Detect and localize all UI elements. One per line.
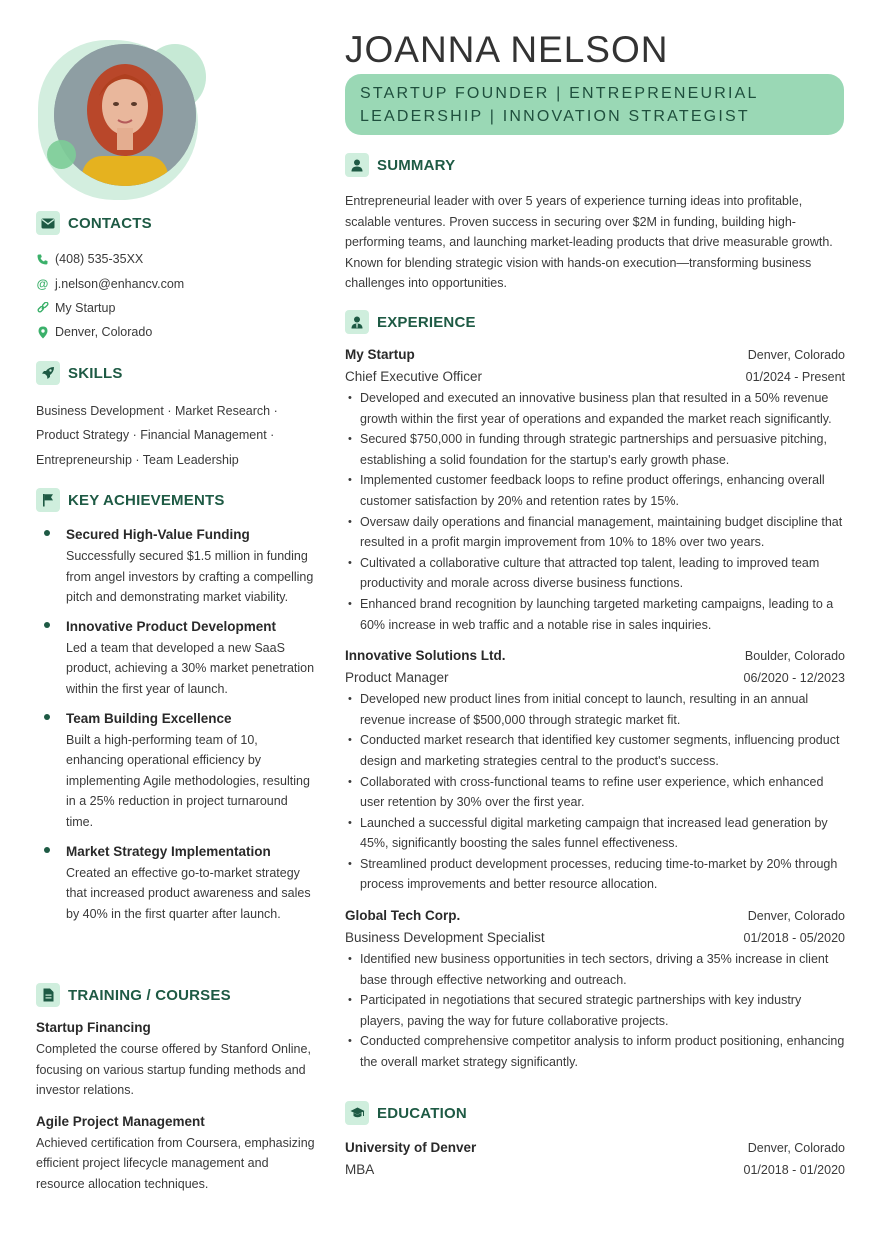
- job-subheader: [345, 927, 845, 949]
- education-header-row: [345, 1137, 845, 1159]
- achievements-section: [36, 488, 318, 932]
- contact-text: (408) 535-35XX: [55, 252, 144, 267]
- profile-photo-area: [36, 28, 216, 203]
- achievements-list: [36, 524, 318, 924]
- training-section: [36, 983, 318, 1195]
- at-icon: @: [36, 276, 49, 291]
- job-role: Product Manager: [345, 670, 449, 686]
- education-title: EDUCATION: [377, 1104, 467, 1122]
- job-bullets: [345, 949, 845, 1073]
- achievement-title: Innovative Product Development: [66, 618, 277, 634]
- skills-line: Product Strategy · Financial Management ·: [36, 428, 275, 443]
- job-company: My Startup: [345, 347, 415, 362]
- job-bullet: • Developed new product lines from initial concept to launch, resulting in an annual revenue increase of $500,000 through strategic market fit.: [345, 689, 845, 730]
- job-location: Denver, Colorado: [747, 348, 845, 362]
- training-title: TRAINING / COURSES: [68, 986, 231, 1004]
- person-icon: [345, 153, 369, 177]
- link-icon: [36, 302, 49, 314]
- job-bullet: • Developed and executed an innovative business plan that resulted in a 50% revenue growth within the first year of operations and expanded the market reach significantly.: [345, 388, 845, 429]
- experience-section: [345, 310, 845, 1073]
- job-role: Chief Executive Officer: [345, 369, 483, 384]
- job-location: Boulder, Colorado: [744, 649, 845, 664]
- achievements-header: [36, 488, 318, 512]
- skills-title: SKILLS: [68, 364, 123, 382]
- job-entry: [345, 645, 845, 895]
- job-dates: 01/2024 - Present: [745, 370, 845, 384]
- headline-banner: [345, 74, 844, 135]
- job-entry: [345, 344, 845, 635]
- candidate-name: JOANNA NELSON: [345, 29, 669, 70]
- avatar: [54, 44, 196, 186]
- job-bullet: • Participated in negotiations that secured strategic partnerships with key industry players, paving the way for future collaborative projects.: [345, 990, 845, 1031]
- job-bullet: • Launched a successful digital marketing campaign that increased lead generation by 45%, significantly boosting the sales funnel effectiveness.: [345, 813, 845, 854]
- achievement-desc: Created an effective go-to-market strategy that increased product awareness and sales by 40% in the first quarter after launch.: [66, 865, 311, 921]
- rocket-icon: [36, 361, 60, 385]
- achievement-item: [36, 708, 318, 833]
- headline-text: STARTUP FOUNDER | ENTREPRENEURIAL LEADERSHIP | INNOVATION STRATEGIST: [360, 85, 758, 125]
- job-bullet: • Identified new business opportunities in tech sectors, driving a 35% increase in client base through effective networking and outreach.: [345, 949, 845, 990]
- course-title: Agile Project Management: [36, 1113, 205, 1129]
- skills-list: [36, 399, 318, 472]
- achievement-title: Market Strategy Implementation: [66, 843, 271, 859]
- achievements-title: KEY ACHIEVEMENTS: [68, 491, 225, 509]
- education-location: Denver, Colorado: [747, 1141, 845, 1155]
- contact-email[interactable]: [36, 271, 318, 295]
- job-bullet: • Streamlined product development processes, reducing time-to-market by 20% through process improvements and better resource allocation.: [345, 854, 845, 895]
- achievement-desc: Successfully secured $1.5 million in funding from angel investors by crafting a compelling pitch and demonstrating market viability.: [66, 549, 314, 605]
- contact-text: Denver, Colorado: [55, 325, 153, 340]
- achievement-desc: Built a high-performing team of 10, enhancing operational efficiency by implementing Agile methodologies, resulting in a 25% reduction in project turnaround time.: [66, 732, 310, 829]
- job-subheader: [345, 366, 845, 388]
- job-subheader: [345, 667, 845, 689]
- graduation-cap-icon: [345, 1101, 369, 1125]
- education-degree: MBA: [345, 1162, 375, 1177]
- education-entry: [345, 1137, 845, 1181]
- summary-section: [345, 153, 845, 294]
- job-company: Global Tech Corp.: [345, 908, 461, 924]
- document-icon: [36, 983, 60, 1007]
- job-company: Innovative Solutions Ltd.: [345, 648, 506, 664]
- job-dates: 01/2018 - 05/2020: [743, 931, 845, 946]
- achievement-title: Team Building Excellence: [66, 710, 232, 726]
- course-desc: Achieved certification from Coursera, emphasizing efficient project lifecycle management and resource allocation techniques.: [36, 1135, 315, 1191]
- course-item: [36, 1111, 318, 1195]
- job-role: Business Development Specialist: [345, 930, 545, 946]
- contact-phone[interactable]: [36, 247, 318, 271]
- education-subheader: [345, 1159, 845, 1181]
- flag-icon: [36, 488, 60, 512]
- contact-list: [36, 247, 318, 345]
- job-header: [345, 905, 845, 927]
- achievement-item: [36, 616, 318, 700]
- contact-text: j.nelson@enhancv.com: [55, 276, 185, 291]
- skills-header: [36, 361, 318, 385]
- contact-location: [36, 320, 318, 344]
- job-location: Denver, Colorado: [747, 909, 845, 924]
- job-header: [345, 344, 845, 366]
- education-school: University of Denver: [345, 1140, 477, 1155]
- job-bullet: • Implemented customer feedback loops to refine product offerings, enhancing overall customer satisfaction by 20% and retention rates by 15%.: [345, 470, 845, 511]
- summary-header: [345, 153, 845, 177]
- contact-text: My Startup: [55, 300, 116, 315]
- phone-icon: [36, 254, 49, 265]
- job-bullet: • Conducted market research that identified key customer segments, influencing product design and marketing strategies central to the product's success.: [345, 730, 845, 771]
- user-tie-icon: [345, 310, 369, 334]
- course-item: [36, 1017, 318, 1101]
- job-bullet: • Oversaw daily operations and financial management, maintaining budget discipline that resulted in a profit margin improvement from 10% to 18% over two years.: [345, 512, 845, 553]
- job-bullet: • Enhanced brand recognition by launching targeted marketing campaigns, leading to a 60% increase in web traffic and a notable rise in sales inquiries.: [345, 594, 845, 635]
- job-header: [345, 645, 845, 667]
- job-bullets: [345, 388, 845, 635]
- summary-text: Entrepreneurial leader with over 5 years of experience turning ideas into profitable, scalable ventures. Proven success in securing over $2M in funding, building high-performing teams, and launching market-leading products that drive measurable growth. Known for blending strategic vision with hands-on execution—transforming business challenges into opportunities.: [345, 194, 833, 291]
- education-section: [345, 1101, 845, 1181]
- job-bullet: • Secured $750,000 in funding through strategic partnerships and persuasive pitching, establishing a solid foundation for the startup's early growth phase.: [345, 429, 845, 470]
- achievement-item: [36, 524, 318, 608]
- skills-section: [36, 361, 318, 472]
- training-header: [36, 983, 318, 1007]
- job-bullet: • Conducted comprehensive competitor analysis to inform product positioning, enhancing the overall market strategy significantly.: [345, 1031, 845, 1072]
- skills-line: Business Development · Market Research ·: [36, 404, 278, 418]
- education-header: [345, 1101, 845, 1125]
- course-desc: Completed the course offered by Stanford Online, focusing on various startup funding methods and investor relations.: [36, 1042, 311, 1098]
- contacts-section: [36, 211, 318, 345]
- job-bullets: [345, 689, 845, 895]
- course-title: Startup Financing: [36, 1020, 151, 1035]
- job-bullet: • Collaborated with cross-functional teams to refine user experience, which enhanced user retention by 30% over the first year.: [345, 772, 845, 813]
- contact-link[interactable]: [36, 296, 318, 320]
- experience-title: EXPERIENCE: [377, 313, 476, 331]
- decorative-dot: [47, 140, 76, 169]
- envelope-icon: [36, 211, 60, 235]
- achievement-item: [36, 841, 318, 925]
- achievement-desc: Led a team that developed a new SaaS product, achieving a 30% market penetration within the first year of launch.: [66, 640, 315, 696]
- job-dates: 06/2020 - 12/2023: [743, 671, 845, 686]
- education-dates: 01/2018 - 01/2020: [743, 1163, 845, 1177]
- skills-line: Entrepreneurship · Team Leadership: [36, 452, 239, 467]
- experience-header: [345, 310, 845, 334]
- achievement-title: Secured High-Value Funding: [66, 527, 250, 542]
- contacts-header: [36, 211, 318, 235]
- location-pin-icon: [36, 326, 49, 339]
- job-entry: [345, 905, 845, 1073]
- summary-title: SUMMARY: [377, 156, 456, 174]
- job-bullet: • Cultivated a collaborative culture that attracted top talent, leading to improved team productivity and morale across diverse business functions.: [345, 553, 845, 594]
- contacts-title: CONTACTS: [68, 214, 152, 232]
